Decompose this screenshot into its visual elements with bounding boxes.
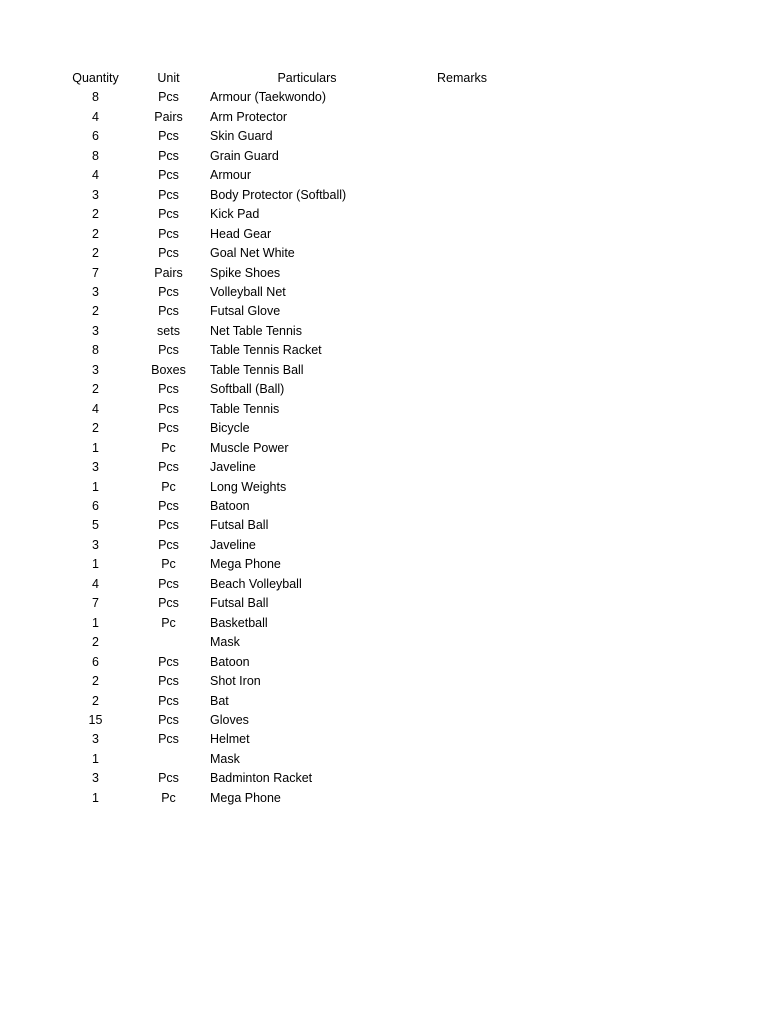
right-margin-cell	[512, 400, 768, 419]
remarks-cell	[412, 400, 512, 419]
table-row	[0, 478, 768, 497]
remarks-cell	[412, 692, 512, 711]
table-row	[0, 516, 768, 535]
left-margin-cell	[0, 555, 56, 574]
unit-cell: Pc	[161, 557, 176, 572]
quantity-cell: 4	[92, 576, 99, 591]
unit-header: Unit	[157, 71, 180, 85]
left-margin-cell	[0, 419, 56, 438]
unit-cell: Pcs	[158, 187, 179, 202]
left-margin-cell	[0, 127, 56, 146]
unit-cell: Pcs	[158, 246, 179, 261]
quantity-cell: 8	[92, 90, 99, 105]
left-margin-cell	[0, 497, 56, 516]
remarks-cell	[412, 147, 512, 166]
quantity-cell: 2	[92, 693, 99, 708]
particulars-cell: Long Weights	[210, 479, 287, 494]
table-row	[0, 264, 768, 283]
right-margin-cell	[512, 633, 768, 652]
quantity-cell: 8	[92, 343, 99, 358]
quantity-cell: 7	[92, 265, 99, 280]
unit-cell: Pcs	[158, 90, 179, 105]
quantity-cell: 8	[92, 148, 99, 163]
table-row	[0, 614, 768, 633]
remarks-cell	[412, 458, 512, 477]
particulars-cell: Javeline	[210, 460, 256, 475]
table-row	[0, 536, 768, 555]
table-row	[0, 108, 768, 127]
left-margin-cell	[0, 672, 56, 691]
quantity-cell: 1	[92, 790, 99, 805]
quantity-cell: 3	[92, 362, 99, 377]
left-margin-cell	[0, 769, 56, 788]
left-margin-cell	[0, 283, 56, 302]
particulars-cell: Muscle Power	[210, 440, 289, 455]
remarks-cell	[412, 575, 512, 594]
particulars-cell: Goal Net White	[210, 246, 295, 261]
particulars-cell: Bat	[210, 693, 229, 708]
particulars-cell: Batoon	[210, 654, 250, 669]
table-row	[0, 750, 768, 769]
particulars-cell: Shot Iron	[210, 674, 261, 689]
unit-cell: Pc	[161, 615, 176, 630]
remarks-cell	[412, 789, 512, 808]
left-margin-cell	[0, 205, 56, 224]
table-row	[0, 88, 768, 107]
remarks-cell	[412, 653, 512, 672]
unit-cell: Pcs	[158, 148, 179, 163]
right-margin-cell	[512, 264, 768, 283]
unit-cell: Pcs	[158, 226, 179, 241]
right-margin-cell	[512, 244, 768, 263]
remarks-cell	[412, 614, 512, 633]
particulars-cell: Table Tennis Ball	[210, 362, 304, 377]
inventory-table	[0, 69, 768, 808]
particulars-cell: Mega Phone	[210, 790, 281, 805]
right-margin-cell	[512, 769, 768, 788]
left-margin-cell	[0, 322, 56, 341]
right-margin-cell	[512, 555, 768, 574]
unit-cell: Pcs	[158, 498, 179, 513]
unit-cell: Pcs	[158, 674, 179, 689]
remarks-cell	[412, 322, 512, 341]
particulars-cell: Futsal Ball	[210, 596, 269, 611]
remarks-header: Remarks	[436, 71, 487, 85]
table-row	[0, 127, 768, 146]
table-row	[0, 147, 768, 166]
header-row	[0, 69, 768, 88]
unit-cell: Pc	[161, 479, 176, 494]
remarks-cell	[412, 205, 512, 224]
left-margin-cell	[0, 341, 56, 360]
quantity-cell: 2	[92, 304, 99, 319]
unit-cell: Pairs	[154, 265, 183, 280]
quantity-cell: 2	[92, 421, 99, 436]
unit-cell: Pcs	[158, 460, 179, 475]
particulars-cell: Head Gear	[210, 226, 272, 241]
remarks-cell	[412, 88, 512, 107]
particulars-cell: Table Tennis Racket	[210, 343, 322, 358]
left-margin-cell	[0, 88, 56, 107]
left-margin-cell	[0, 750, 56, 769]
remarks-cell	[412, 186, 512, 205]
unit-cell: Pairs	[154, 109, 183, 124]
unit-cell: Pcs	[158, 129, 179, 144]
right-margin-cell	[512, 614, 768, 633]
particulars-cell: Badminton Racket	[210, 771, 313, 786]
left-margin-cell	[0, 400, 56, 419]
particulars-cell: Armour (Taekwondo)	[210, 90, 327, 105]
unit-cell	[135, 750, 202, 769]
left-margin-cell	[0, 380, 56, 399]
right-margin-cell	[512, 361, 768, 380]
left-margin-cell	[0, 166, 56, 185]
table-row	[0, 458, 768, 477]
unit-cell: Pcs	[158, 343, 179, 358]
remarks-cell	[412, 302, 512, 321]
table-row	[0, 653, 768, 672]
right-margin-cell	[512, 166, 768, 185]
table-row	[0, 730, 768, 749]
right-margin-cell	[512, 127, 768, 146]
remarks-cell	[412, 225, 512, 244]
table-row	[0, 419, 768, 438]
remarks-cell	[412, 127, 512, 146]
right-margin-cell	[512, 283, 768, 302]
remarks-cell	[412, 341, 512, 360]
particulars-cell: Arm Protector	[210, 109, 288, 124]
right-margin-cell	[512, 439, 768, 458]
right-margin-cell	[512, 186, 768, 205]
left-margin-cell	[0, 711, 56, 730]
quantity-cell: 3	[92, 537, 99, 552]
left-margin-cell	[0, 439, 56, 458]
remarks-cell	[412, 264, 512, 283]
right-margin-cell	[512, 205, 768, 224]
left-margin-cell	[0, 225, 56, 244]
left-margin-cell	[0, 575, 56, 594]
quantity-cell: 5	[92, 518, 99, 533]
remarks-cell	[412, 108, 512, 127]
left-margin-cell	[0, 653, 56, 672]
quantity-cell: 2	[92, 382, 99, 397]
table-row	[0, 166, 768, 185]
right-margin-cell	[512, 322, 768, 341]
quantity-cell: 2	[92, 226, 99, 241]
right-margin-cell	[512, 458, 768, 477]
right-margin-cell	[512, 341, 768, 360]
table-row	[0, 633, 768, 652]
left-margin-cell	[0, 692, 56, 711]
remarks-cell	[412, 536, 512, 555]
quantity-cell: 2	[92, 207, 99, 222]
right-margin-cell	[512, 419, 768, 438]
table-row	[0, 205, 768, 224]
table-row	[0, 575, 768, 594]
table-row	[0, 400, 768, 419]
particulars-cell: Volleyball Net	[210, 284, 286, 299]
quantity-cell: 6	[92, 498, 99, 513]
unit-cell: Pcs	[158, 207, 179, 222]
right-margin-cell	[512, 789, 768, 808]
quantity-cell: 4	[92, 109, 99, 124]
right-margin-cell	[512, 575, 768, 594]
table-row	[0, 672, 768, 691]
quantity-cell: 3	[92, 323, 99, 338]
right-margin-cell	[512, 516, 768, 535]
table-row	[0, 302, 768, 321]
right-margin-cell	[512, 147, 768, 166]
unit-cell: Pcs	[158, 654, 179, 669]
left-margin-cell	[0, 108, 56, 127]
unit-cell: Pcs	[158, 596, 179, 611]
unit-cell: Pcs	[158, 693, 179, 708]
right-margin-cell	[512, 653, 768, 672]
table-row	[0, 361, 768, 380]
quantity-cell: 3	[92, 732, 99, 747]
remarks-cell	[412, 750, 512, 769]
right-margin-cell	[512, 692, 768, 711]
right-margin-cell	[512, 730, 768, 749]
quantity-cell: 4	[92, 401, 99, 416]
quantity-cell: 7	[92, 596, 99, 611]
particulars-cell: Bicycle	[210, 421, 250, 436]
table-row	[0, 711, 768, 730]
right-margin-cell	[512, 225, 768, 244]
quantity-cell: 1	[92, 615, 99, 630]
right-margin-cell	[512, 88, 768, 107]
table-row	[0, 439, 768, 458]
table-row	[0, 341, 768, 360]
table-row	[0, 497, 768, 516]
remarks-cell	[412, 516, 512, 535]
left-margin-cell	[0, 186, 56, 205]
unit-cell: Boxes	[151, 362, 186, 377]
unit-cell: Pc	[161, 790, 176, 805]
unit-cell: Pcs	[158, 518, 179, 533]
left-margin-cell	[0, 264, 56, 283]
unit-cell: Pcs	[158, 421, 179, 436]
unit-cell: Pcs	[158, 537, 179, 552]
table-row	[0, 322, 768, 341]
particulars-header: Particulars	[277, 71, 337, 85]
remarks-cell	[412, 769, 512, 788]
unit-cell: Pcs	[158, 168, 179, 183]
right-margin-cell	[512, 69, 768, 88]
unit-cell: Pcs	[158, 712, 179, 727]
unit-cell: Pc	[161, 440, 176, 455]
quantity-header: Quantity	[72, 71, 119, 85]
remarks-cell	[412, 633, 512, 652]
particulars-cell: Mega Phone	[210, 557, 281, 572]
quantity-cell: 1	[92, 479, 99, 494]
remarks-cell	[412, 244, 512, 263]
quantity-cell: 1	[92, 557, 99, 572]
table-row	[0, 283, 768, 302]
particulars-cell: Javeline	[210, 537, 256, 552]
quantity-cell: 3	[92, 771, 99, 786]
left-margin-cell	[0, 69, 56, 88]
particulars-cell: Grain Guard	[210, 148, 279, 163]
table-row	[0, 594, 768, 613]
quantity-cell: 2	[92, 635, 99, 650]
particulars-cell: Helmet	[210, 732, 250, 747]
table-row	[0, 555, 768, 574]
table-row	[0, 769, 768, 788]
right-margin-cell	[512, 536, 768, 555]
left-margin-cell	[0, 361, 56, 380]
left-margin-cell	[0, 516, 56, 535]
table-row	[0, 692, 768, 711]
right-margin-cell	[512, 711, 768, 730]
unit-cell: sets	[157, 323, 180, 338]
right-margin-cell	[512, 478, 768, 497]
particulars-cell: Net Table Tennis	[210, 323, 302, 338]
unit-cell: Pcs	[158, 732, 179, 747]
quantity-cell: 4	[92, 168, 99, 183]
left-margin-cell	[0, 594, 56, 613]
table-row	[0, 380, 768, 399]
quantity-cell: 15	[88, 712, 103, 727]
particulars-cell: Spike Shoes	[210, 265, 281, 280]
particulars-cell: Beach Volleyball	[210, 576, 302, 591]
remarks-cell	[412, 419, 512, 438]
particulars-cell: Body Protector (Softball)	[210, 187, 347, 202]
particulars-cell: Batoon	[210, 498, 250, 513]
quantity-cell: 1	[92, 440, 99, 455]
unit-cell: Pcs	[158, 401, 179, 416]
particulars-cell: Softball (Ball)	[210, 382, 285, 397]
remarks-cell	[412, 478, 512, 497]
particulars-cell: Table Tennis	[210, 401, 280, 416]
particulars-cell: Basketball	[210, 615, 268, 630]
unit-cell: Pcs	[158, 576, 179, 591]
unit-cell	[135, 633, 202, 652]
remarks-cell	[412, 439, 512, 458]
quantity-cell: 2	[92, 246, 99, 261]
remarks-cell	[412, 555, 512, 574]
left-margin-cell	[0, 789, 56, 808]
unit-cell: Pcs	[158, 382, 179, 397]
table-row	[0, 244, 768, 263]
left-margin-cell	[0, 244, 56, 263]
remarks-cell	[412, 730, 512, 749]
particulars-cell: Mask	[210, 751, 240, 766]
particulars-cell: Gloves	[210, 712, 249, 727]
inventory-rows	[0, 88, 768, 808]
particulars-cell: Futsal Ball	[210, 518, 269, 533]
table-row	[0, 789, 768, 808]
remarks-cell	[412, 166, 512, 185]
remarks-cell	[412, 497, 512, 516]
particulars-cell: Kick Pad	[210, 207, 260, 222]
left-margin-cell	[0, 614, 56, 633]
remarks-cell	[412, 594, 512, 613]
left-margin-cell	[0, 302, 56, 321]
unit-cell: Pcs	[158, 284, 179, 299]
right-margin-cell	[512, 302, 768, 321]
remarks-cell	[412, 711, 512, 730]
left-margin-cell	[0, 730, 56, 749]
quantity-cell: 1	[92, 751, 99, 766]
right-margin-cell	[512, 108, 768, 127]
right-margin-cell	[512, 750, 768, 769]
table-row	[0, 186, 768, 205]
left-margin-cell	[0, 478, 56, 497]
quantity-cell: 6	[92, 654, 99, 669]
left-margin-cell	[0, 633, 56, 652]
right-margin-cell	[512, 594, 768, 613]
unit-cell: Pcs	[158, 304, 179, 319]
table-row	[0, 225, 768, 244]
remarks-cell	[412, 672, 512, 691]
left-margin-cell	[0, 458, 56, 477]
particulars-cell: Mask	[210, 635, 240, 650]
particulars-cell: Armour	[210, 168, 251, 183]
remarks-cell	[412, 283, 512, 302]
right-margin-cell	[512, 380, 768, 399]
unit-cell: Pcs	[158, 771, 179, 786]
right-margin-cell	[512, 672, 768, 691]
left-margin-cell	[0, 147, 56, 166]
quantity-cell: 3	[92, 460, 99, 475]
remarks-cell	[412, 380, 512, 399]
quantity-cell: 2	[92, 674, 99, 689]
left-margin-cell	[0, 536, 56, 555]
right-margin-cell	[512, 497, 768, 516]
remarks-cell	[412, 361, 512, 380]
quantity-cell: 6	[92, 129, 99, 144]
quantity-cell: 3	[92, 187, 99, 202]
particulars-cell: Futsal Glove	[210, 304, 281, 319]
particulars-cell: Skin Guard	[210, 129, 273, 144]
quantity-cell: 3	[92, 284, 99, 299]
